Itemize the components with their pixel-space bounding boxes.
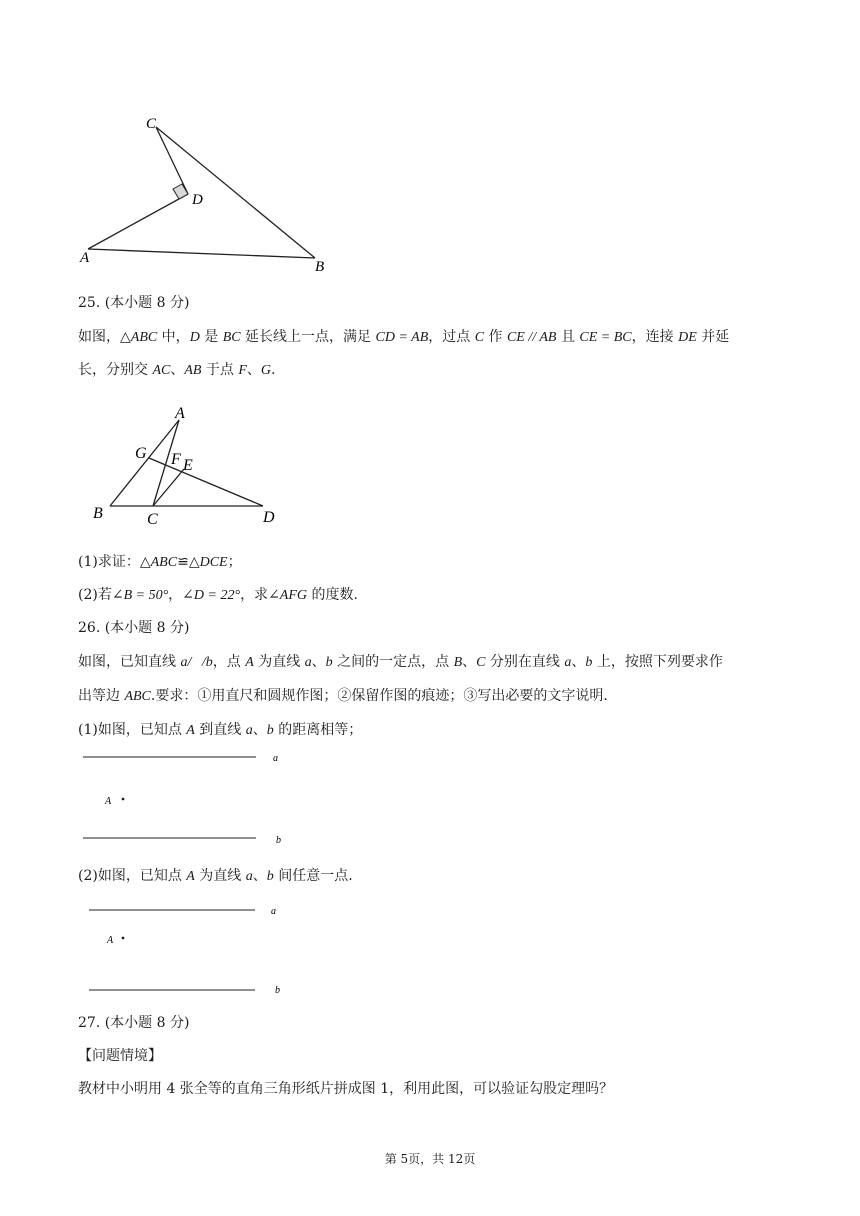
math: a: [245, 723, 253, 738]
text: 、: [170, 362, 185, 378]
parallel-lines-figure-1: [78, 745, 298, 855]
math: A: [186, 869, 195, 884]
label-d: D: [192, 192, 203, 208]
math: ∠B = 50°: [111, 588, 169, 603]
text: 、: [571, 654, 586, 670]
text: ，连接: [631, 329, 679, 345]
text: 间任意一点.: [273, 868, 353, 884]
math: A: [245, 655, 254, 670]
label-b: b: [276, 835, 281, 846]
text: ，点: [212, 654, 246, 670]
q26-part1: [78, 720, 362, 741]
label-point-a: A: [107, 935, 114, 946]
label-c: C: [147, 511, 158, 528]
text: (1)如图，已知点: [78, 722, 187, 738]
q27-section-title: 【问题情境】: [78, 1048, 162, 1064]
text: ，求: [240, 587, 269, 603]
label-b: b: [275, 985, 280, 996]
text: ，过点: [428, 329, 475, 345]
q26-part2: [78, 866, 353, 887]
label-a: A: [175, 405, 185, 422]
segment-ba: [110, 420, 179, 506]
label-d: D: [263, 509, 275, 526]
point-a-dot: [122, 798, 125, 801]
text: 、: [252, 722, 267, 738]
text: 为直线: [253, 654, 305, 670]
math: a: [245, 869, 253, 884]
label-b: B: [93, 505, 103, 522]
congruent-symbol: ≌: [177, 554, 189, 570]
text: 中，: [157, 329, 190, 345]
math: ∠AFG: [268, 588, 308, 603]
q25-statement-line1: [78, 327, 729, 348]
point-a-dot: [122, 937, 125, 940]
text: 、: [252, 868, 267, 884]
text: 、: [311, 654, 326, 670]
triangle-symbol: △: [139, 554, 151, 570]
label-g: G: [135, 445, 147, 462]
text: 到直线: [194, 722, 246, 738]
text: 为直线: [194, 868, 246, 884]
right-angle-marker: [173, 184, 188, 199]
math: AC: [152, 363, 171, 378]
segment-ad: [88, 194, 188, 249]
text: ，: [168, 587, 183, 603]
math: BC: [222, 330, 241, 345]
math: C: [474, 330, 485, 345]
math: ABC: [150, 555, 178, 570]
q25-statement-line2: [78, 360, 276, 381]
q26-statement-line1: [78, 652, 723, 673]
text: .要求：①用直尺和圆规作图；②保留作图的痕迹；③写出必要的文字说明.: [150, 688, 608, 704]
label-a: a: [273, 753, 278, 764]
text: 长，分别交: [78, 362, 153, 378]
math: CD = AB: [375, 330, 429, 345]
text: 、: [246, 362, 261, 378]
text: 延长线上一点，满足: [240, 329, 376, 345]
q26-statement-line2: [78, 686, 608, 707]
math: a: [304, 655, 312, 670]
math: b: [266, 869, 274, 884]
math: ABC: [124, 689, 151, 704]
triangle-symbol: △: [188, 554, 200, 570]
label-e: E: [183, 457, 193, 474]
label-c: C: [146, 116, 157, 132]
text: 是: [199, 329, 223, 345]
math: ∠D = 22°: [182, 588, 241, 603]
math: a: [564, 655, 572, 670]
label-a: a: [271, 906, 276, 917]
q25-header: 25. (本小题 8 分): [78, 295, 190, 311]
label-point-a: A: [105, 796, 112, 807]
text: (1)求证：: [78, 554, 140, 570]
q25-part1: [78, 552, 242, 573]
text: ；: [227, 554, 242, 570]
q27-text: 教材中小明用 4 张全等的直角三角形纸片拼成图 1，利用此图，可以验证勾股定理吗？: [78, 1081, 614, 1097]
text: 如图，: [78, 329, 120, 345]
text: 的距离相等；: [273, 722, 363, 738]
math: A: [186, 723, 195, 738]
text: (2)如图，已知点: [78, 868, 187, 884]
math: ABC: [130, 330, 158, 345]
triangle-figure-q24: [70, 110, 340, 280]
math: a/ /b: [180, 655, 213, 670]
text: 之间的一定点，点: [332, 654, 454, 670]
math: B: [453, 655, 463, 670]
label-f: F: [171, 451, 181, 468]
q27-header: 27. (本小题 8 分): [78, 1015, 190, 1031]
text: .: [271, 362, 276, 378]
triangle-symbol: △: [120, 329, 131, 345]
text: 如图，已知直线: [78, 654, 181, 670]
text: 、: [462, 654, 477, 670]
text: 作: [484, 329, 507, 345]
math: CE = BC: [579, 330, 632, 345]
text: 出等边: [78, 688, 125, 704]
math: AB: [184, 363, 202, 378]
q25-part2: [78, 585, 358, 606]
segment-cd: [156, 127, 188, 194]
page-footer: 第 5页，共 12页: [384, 1152, 476, 1166]
math: CE // AB: [506, 330, 557, 345]
text: 的度数.: [307, 587, 358, 603]
segment-gd: [149, 458, 263, 506]
text: 且: [556, 329, 580, 345]
text: 分别在直线: [485, 654, 565, 670]
label-b: B: [315, 259, 325, 275]
math: b: [325, 655, 333, 670]
math: G: [260, 363, 272, 378]
math: C: [476, 655, 486, 670]
math: DCE: [199, 555, 228, 570]
math: D: [189, 330, 200, 345]
segment-ce: [153, 469, 184, 506]
math: F: [238, 363, 247, 378]
math: b: [266, 723, 274, 738]
text: 并延: [696, 329, 730, 345]
triangle-figure-q25: [85, 400, 285, 530]
math: b: [585, 655, 593, 670]
segment-ab: [88, 249, 315, 258]
text: 于点: [201, 362, 239, 378]
text: 上，按照下列要求作: [592, 654, 723, 670]
math: DE: [678, 330, 697, 345]
q26-header: 26. (本小题 8 分): [78, 620, 190, 636]
text: (2)若: [78, 587, 112, 603]
label-a: A: [80, 250, 90, 266]
parallel-lines-figure-2: [78, 898, 298, 1003]
